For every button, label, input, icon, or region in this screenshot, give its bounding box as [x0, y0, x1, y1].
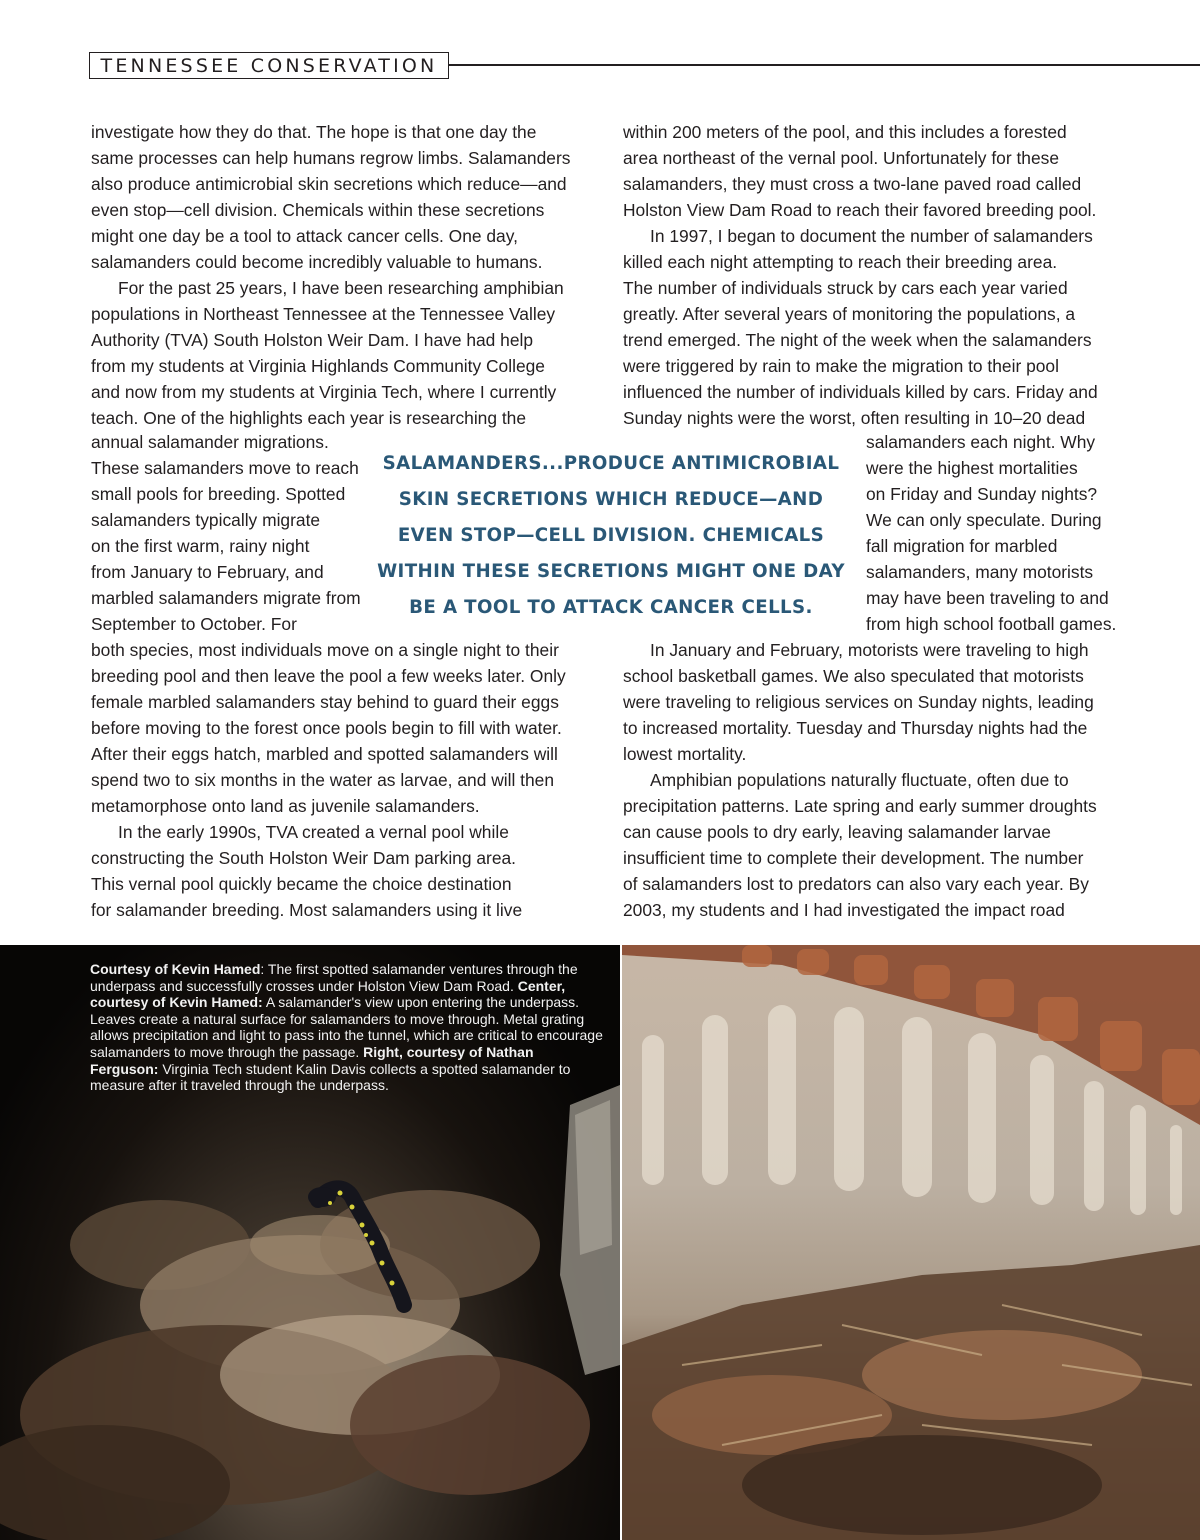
caption-credit: Center, courtesy of Kevin Hamed: — [90, 977, 566, 1011]
text-line: trend emerged. The night of the week when the salamanders — [623, 330, 1092, 350]
text-line: salamanders could become incredibly valuable to humans. — [91, 252, 543, 272]
text-line: annual salamander migrations. — [91, 432, 329, 452]
leaf-shape — [742, 1435, 1102, 1535]
left-column-top — [91, 119, 601, 431]
salamander-head — [308, 1187, 336, 1207]
text-line: constructing the South Holston Weir Dam parking area. — [91, 848, 516, 868]
grating-bar — [797, 949, 829, 975]
text-line: small pools for breeding. Spotted — [91, 484, 346, 504]
pull-quote-line: EVEN STOP—CELL DIVISION. CHEMICALS — [397, 525, 825, 546]
text-line: may have been traveling to and — [866, 588, 1109, 608]
light-stripe — [902, 1017, 932, 1197]
photo-underpass-tunnel — [622, 945, 1200, 1540]
light-stripe — [1030, 1055, 1054, 1205]
light-stripe — [702, 1015, 728, 1185]
right-column-bottom — [623, 637, 1097, 923]
concrete-highlight — [575, 1100, 612, 1255]
text-line: salamanders, they must cross a two-lane paved road called — [623, 174, 1082, 194]
text-line: Holston View Dam Road to reach their favored breeding pool. — [623, 200, 1097, 220]
photo-caption — [90, 961, 605, 1094]
grating-bar — [854, 955, 888, 985]
text-line: female marbled salamanders stay behind to guard their eggs — [91, 692, 559, 712]
light-stripe — [1170, 1125, 1182, 1215]
text-line: investigate how they do that. The hope is that one day the — [91, 122, 537, 142]
salamander-spot — [350, 1205, 355, 1210]
header-rule — [449, 64, 1200, 66]
text-line: In 1997, I began to document the number of salamanders — [650, 226, 1093, 246]
text-line: can cause pools to dry early, leaving salamander larvae — [623, 822, 1051, 842]
text-line: within 200 meters of the pool, and this includes a forested — [623, 122, 1067, 142]
text-line: from high school football games. — [866, 614, 1117, 634]
right-column-top — [623, 119, 1138, 431]
text-line: to increased mortality. Tuesday and Thursday nights had the — [623, 718, 1088, 738]
text-line: same processes can help humans regrow limbs. Salamanders — [91, 148, 571, 168]
section-title: TENNESSEE CONSERVATION — [100, 54, 438, 77]
salamander-spot — [390, 1281, 395, 1286]
grating-bar — [742, 945, 772, 967]
text-line: marbled salamanders migrate from — [91, 588, 361, 608]
light-stripe — [1130, 1105, 1146, 1215]
text-line: from January to February, and — [91, 562, 324, 582]
grating-bar — [1162, 1049, 1200, 1105]
salamander-spot — [364, 1233, 368, 1237]
grating-bar — [914, 965, 950, 999]
text-line: even stop—cell division. Chemicals within these secretions — [91, 200, 545, 220]
text-line: breeding pool and then leave the pool a few weeks later. Only — [91, 666, 566, 686]
leaf-shape — [350, 1355, 590, 1495]
grating-bar — [1038, 997, 1078, 1041]
underpass-photo-illustration — [622, 945, 1200, 1540]
leaf-shape — [862, 1330, 1142, 1420]
text-line: populations in Northeast Tennessee at the Tennessee Valley — [91, 304, 556, 324]
text-line: influenced the number of individuals killed by cars. Friday and — [623, 382, 1098, 402]
text-line: For the past 25 years, I have been researching amphibian — [118, 278, 564, 298]
light-stripe — [968, 1033, 996, 1203]
caption-text: A salamander's view upon entering the underpass. Leaves create a natural surface for salamanders to move through. Metal grating allows precipitation and light to pass into the tunnel, which are critical to encourage salamanders to move through the passage. — [90, 994, 603, 1060]
light-stripe — [642, 1035, 664, 1185]
text-line: metamorphose onto land as juvenile salamanders. — [91, 796, 480, 816]
text-line: fall migration for marbled — [866, 536, 1058, 556]
left-column-wrap — [91, 429, 381, 637]
text-line: 2003, my students and I had investigated the impact road — [623, 900, 1065, 920]
text-line: before moving to the forest once pools begin to fill with water. — [91, 718, 562, 738]
text-line: In the early 1990s, TVA created a vernal pool while — [118, 822, 509, 842]
text-line: were the highest mortalities — [866, 458, 1078, 478]
text-line: from my students at Virginia Highlands Community College — [91, 356, 545, 376]
right-column-wrap — [866, 429, 1146, 637]
salamander-spot — [360, 1223, 365, 1228]
caption-text: : The first spotted salamander ventures through the underpass and successfully crosses under Holston View Dam Road. — [90, 961, 578, 994]
text-line: After their eggs hatch, marbled and spotted salamanders will — [91, 744, 558, 764]
text-line: We can only speculate. During — [866, 510, 1102, 530]
text-line: killed each night attempting to reach their breeding area. — [623, 252, 1058, 272]
text-line: might one day be a tool to attack cancer cells. One day, — [91, 226, 518, 246]
photo-strip — [0, 945, 1200, 1540]
light-stripe — [768, 1005, 796, 1185]
salamander-spot — [328, 1201, 332, 1205]
text-line: In January and February, motorists were traveling to high — [650, 640, 1089, 660]
text-line: and now from my students at Virginia Tech, where I currently — [91, 382, 557, 402]
text-line: precipitation patterns. Late spring and early summer droughts — [623, 796, 1097, 816]
text-line: September to October. For — [91, 614, 297, 634]
text-line: Amphibian populations naturally fluctuate, often due to — [650, 770, 1069, 790]
text-line: Sunday nights were the worst, often resulting in 10–20 dead — [623, 408, 1086, 428]
text-line: This vernal pool quickly became the choice destination — [91, 874, 512, 894]
text-line: These salamanders move to reach — [91, 458, 359, 478]
text-line: The number of individuals struck by cars each year varied — [623, 278, 1068, 298]
text-line: for salamander breeding. Most salamanders using it live — [91, 900, 523, 920]
text-line: area northeast of the vernal pool. Unfortunately for these — [623, 148, 1059, 168]
left-column-bottom — [91, 637, 566, 923]
light-stripe — [1084, 1081, 1104, 1211]
pull-quote — [376, 446, 846, 626]
caption-credit: Right, courtesy of Nathan Ferguson: — [90, 1043, 534, 1077]
salamander-spot — [370, 1241, 375, 1246]
text-line: Authority (TVA) South Holston Weir Dam. I have had help — [91, 330, 534, 350]
text-line: lowest mortality. — [623, 744, 747, 764]
text-line: were traveling to religious services on Sunday nights, leading — [623, 692, 1094, 712]
text-line: were triggered by rain to make the migration to their pool — [623, 356, 1059, 376]
pull-quote-line: WITHIN THESE SECRETIONS MIGHT ONE DAY — [377, 561, 845, 582]
caption-credit: Courtesy of Kevin Hamed — [90, 961, 261, 977]
text-line: greatly. After several years of monitoring the populations, a — [623, 304, 1076, 324]
salamander-spot — [338, 1191, 343, 1196]
text-line: of salamanders lost to predators can also vary each year. By — [623, 874, 1089, 894]
text-line: insufficient time to complete their development. The number — [623, 848, 1084, 868]
text-line: spend two to six months in the water as larvae, and will then — [91, 770, 555, 790]
text-line: school basketball games. We also speculated that motorists — [623, 666, 1084, 686]
pull-quote-line: SALAMANDERS...PRODUCE ANTIMICROBIAL — [382, 453, 840, 474]
light-stripe — [834, 1007, 864, 1191]
section-header — [89, 52, 449, 79]
text-line: teach. One of the highlights each year is researching the — [91, 408, 527, 428]
grating-bar — [1100, 1021, 1142, 1071]
text-line: both species, most individuals move on a single night to their — [91, 640, 559, 660]
text-line: salamanders, many motorists — [866, 562, 1094, 582]
text-line: on the first warm, rainy night — [91, 536, 310, 556]
photo-salamander-night — [0, 945, 620, 1540]
caption-text: Virginia Tech student Kalin Davis collects a spotted salamander to measure after it traveled through the underpass. — [90, 1060, 571, 1094]
pull-quote-line: SKIN SECRETIONS WHICH REDUCE—AND — [398, 489, 824, 510]
text-line: on Friday and Sunday nights? — [866, 484, 1098, 504]
pull-quote-line: BE A TOOL TO ATTACK CANCER CELLS. — [409, 597, 813, 618]
salamander-spot — [380, 1261, 385, 1266]
text-line: also produce antimicrobial skin secretions which reduce—and — [91, 174, 567, 194]
text-line: salamanders typically migrate — [91, 510, 321, 530]
text-line: salamanders each night. Why — [866, 432, 1096, 452]
grating-bar — [976, 979, 1014, 1017]
